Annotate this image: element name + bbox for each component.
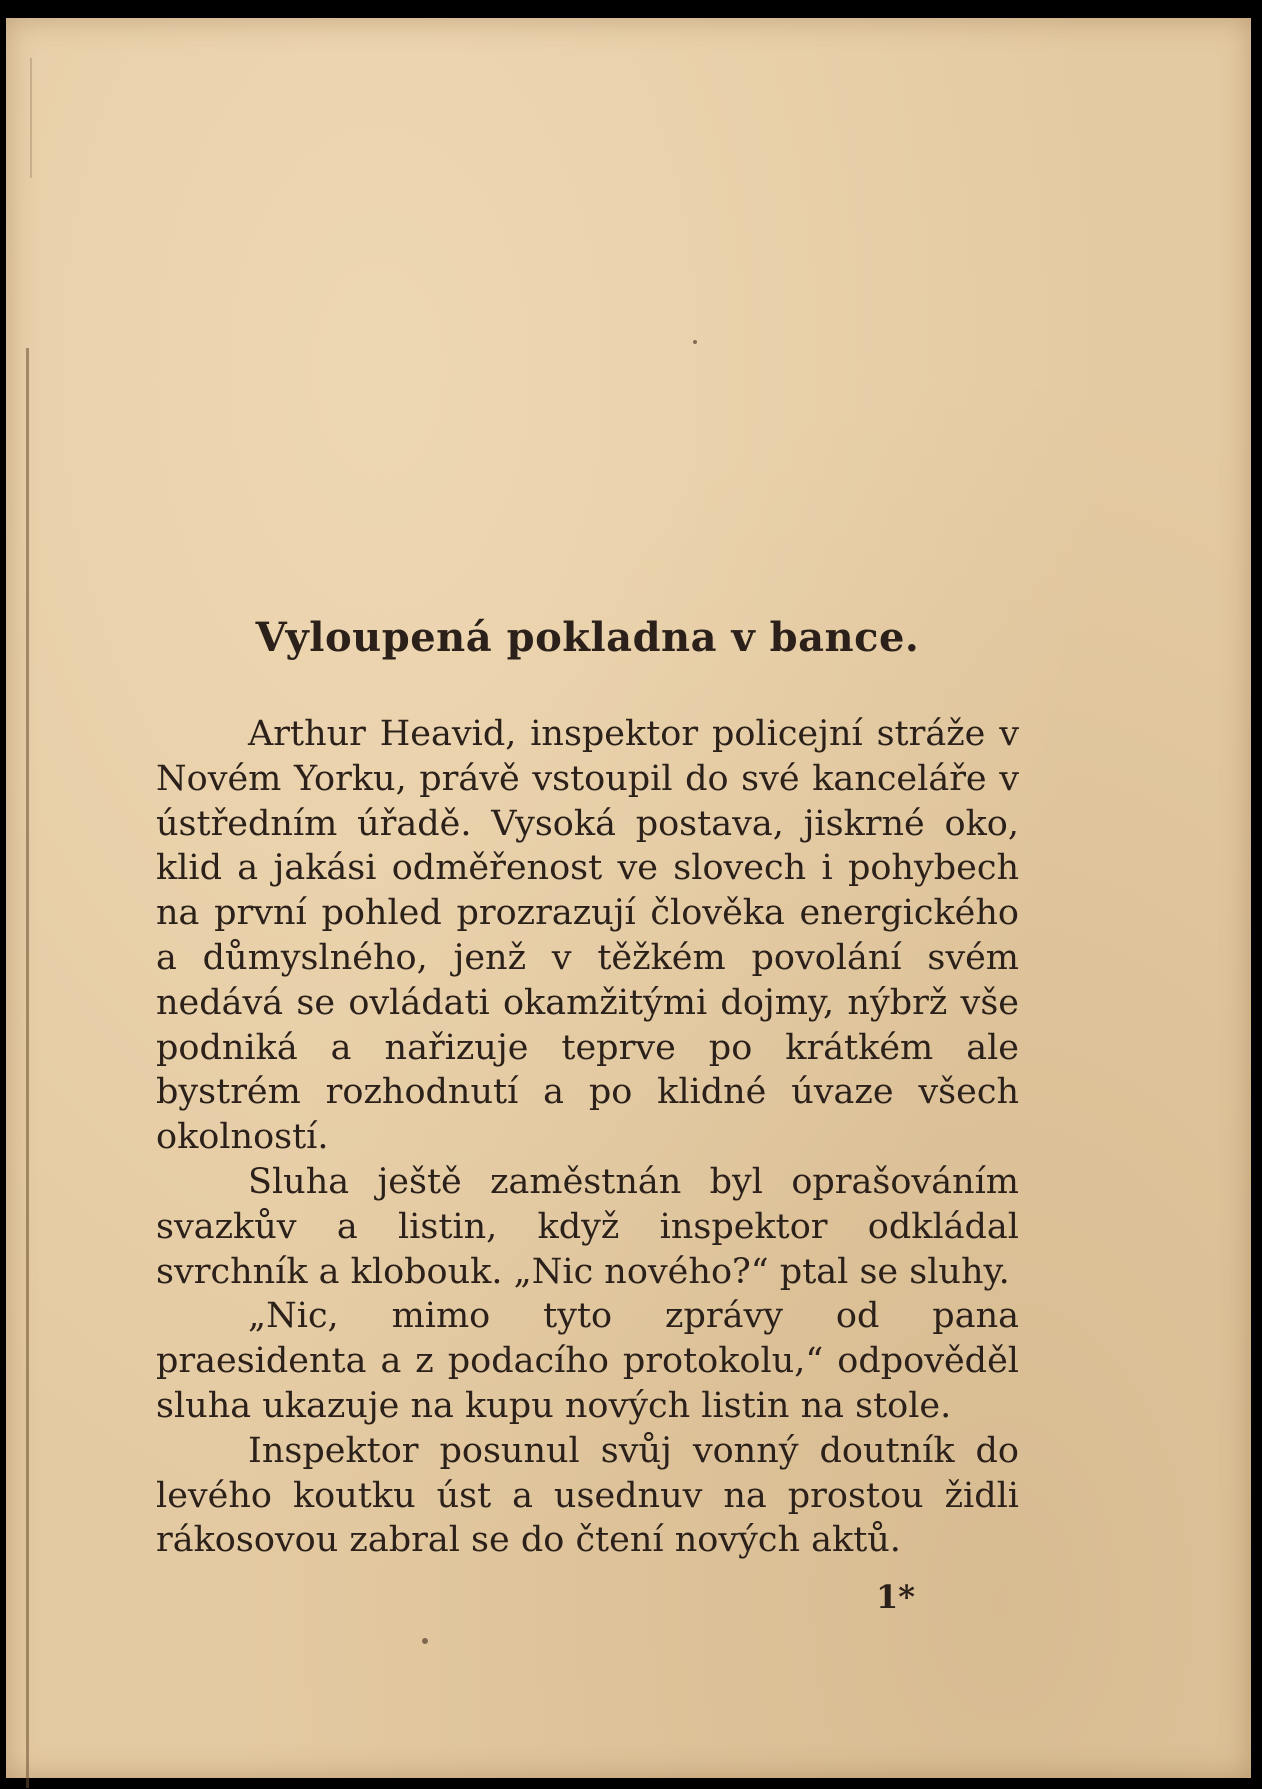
- paper-speck: [422, 1638, 428, 1644]
- page-number: 1*: [876, 1578, 915, 1616]
- paragraph-4: Inspektor posunul svůj vonný doutník do levého koutku úst a usednuv na prostou židli rákosovou zabral se do čtení nových aktů.: [156, 1430, 1019, 1561]
- paper-sheet: [6, 18, 1251, 1778]
- paragraph-3: „Nic, mimo tyto zprávy od pana praesidenta a z podacího protokolu,“ odpověděl sluha ukazuje na kupu nových listin na stole.: [156, 1296, 1019, 1426]
- chapter-text: [156, 610, 1019, 1563]
- paper-speck: [693, 340, 697, 344]
- paragraph-1: Arthur Heavid, inspektor policejní stráže v Novém Yorku, právě vstoupil do své kanceláře v ústředním úřadě. Vysoká postava, jiskrné oko, klid a jakási odměřenost ve slovech i pohybech na první pohled prozrazují člověka energického a důmyslného, jenž v těžkém povolání svém nedává se ovládati okamžitými dojmy, nýbrž vše podniká a nařizuje teprve po krátkém ale bystrém rozhodnutí a po klidné úvaze všech okolností.: [156, 714, 1019, 1158]
- binding-crease: [26, 348, 29, 1788]
- binding-crease-top: [30, 58, 32, 178]
- chapter-title: Vyloupená pokladna v bance.: [255, 614, 920, 661]
- paragraph-2: Sluha ještě zaměstnán byl oprašováním svazkův a listin, když inspektor odkládal svrchník a klobouk. „Nic nového?“ ptal se sluhy.: [156, 1161, 1019, 1292]
